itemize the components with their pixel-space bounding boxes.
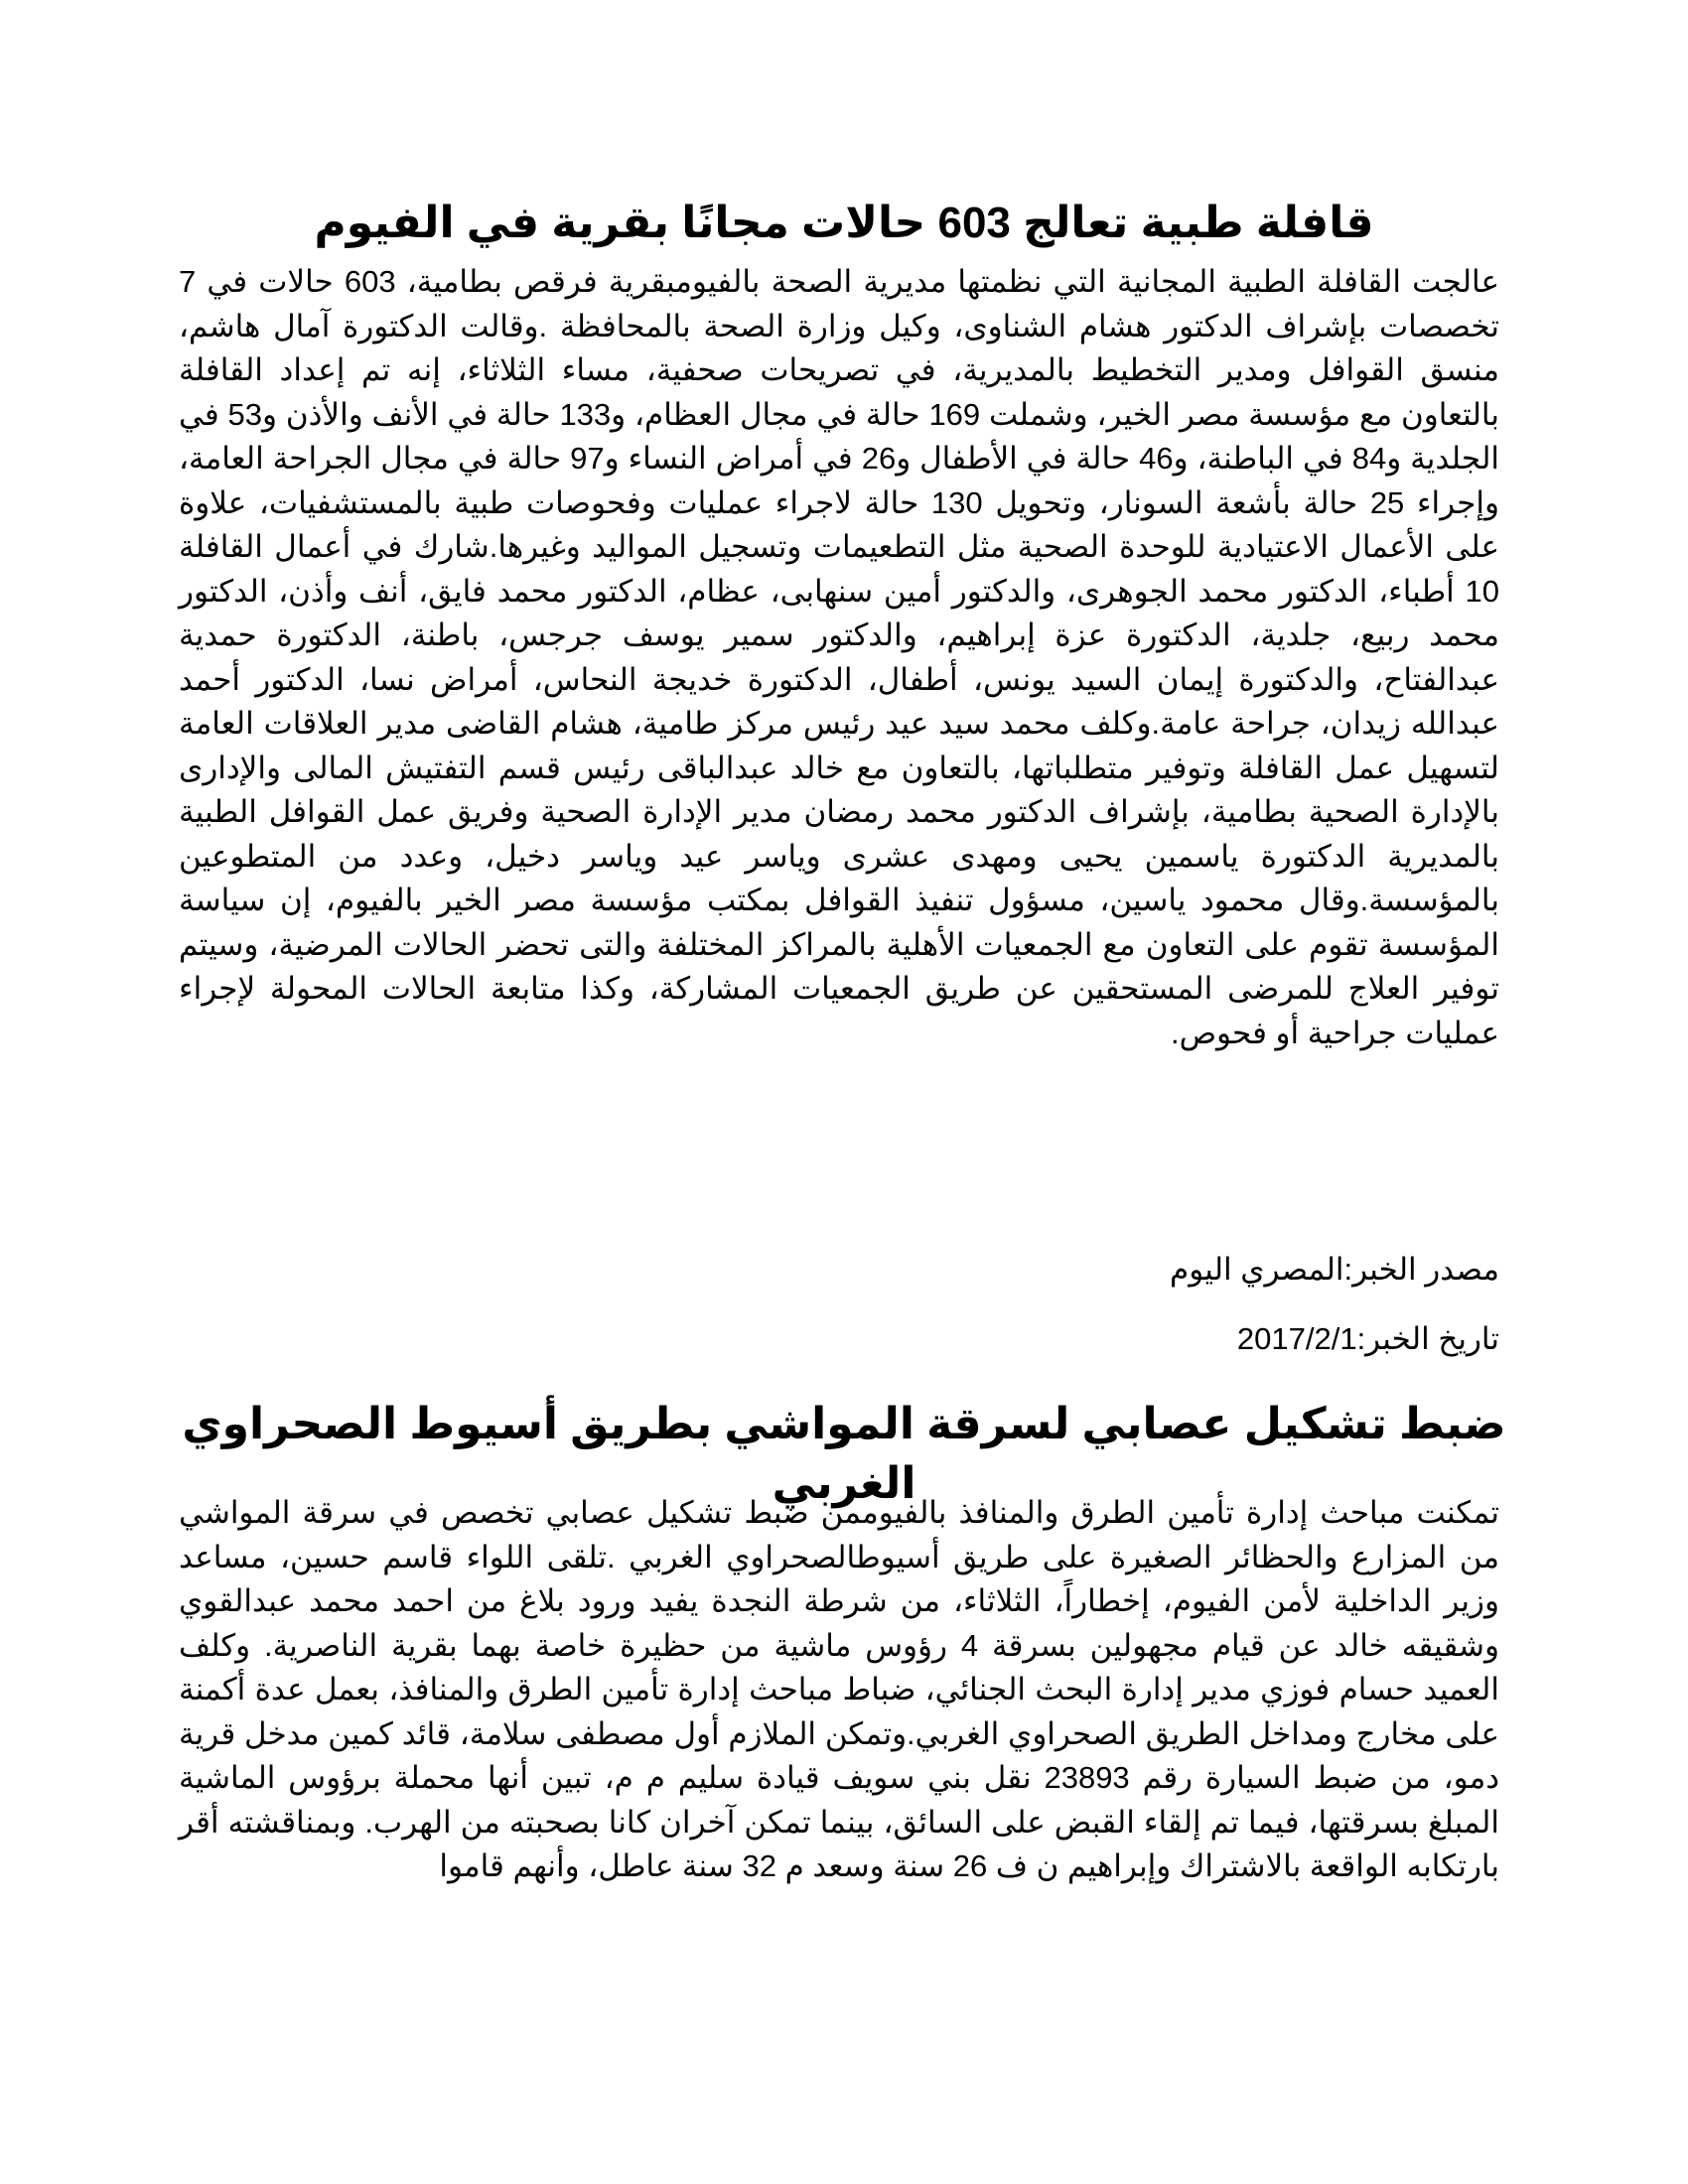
article-1-date: تاريخ الخبر:2017/2/1: [1236, 1321, 1499, 1356]
article-2-body: تمكنت مباحث إدارة تأمين الطرق والمنافذ بالفيوممن ضبط تشكيل عصابي تخصص في سرقة المواشي من المزارع والحظائر الصغيرة على طريق أسيوطالصحراوي الغربي .تلقى اللواء قاسم حسين، مساعد وزير الداخلية لأمن الفيوم، إخطاراً، الثلاثاء، من شرطة النجدة يفيد ورود بلاغ من احمد محمد عبدالقوي وشقيقه خالد عن قيام مجهولين بسرقة 4 رؤوس ماشية من حظيرة خاصة بهما بقرية الناصرية. وكلف العميد حسام فوزي مدير إدارة البحث الجنائي، ضباط مباحث إدارة تأمين الطرق والمنافذ، بعمل عدة أكمنة على مخارج ومداخل الطريق الصحراوي الغربي.وتمكن الملازم أول مصطفى سلامة، قائد كمين مدخل قرية دمو، من ضبط السيارة رقم 23893 نقل بني سويف قيادة سليم م م، تبين أنها محملة برؤوس الماشية المبلغ بسرقتها، فيما تم إلقاء القبض على السائق، بينما تمكن آخران كانا بصحبته من الهرب. وبمناقشته أقر بارتكابه الواقعة بالاشتراك وإبراهيم ن ف 26 سنة وسعد م 32 سنة عاطل، وأنهم قاموا: [179, 1495, 1500, 1883]
article-1-title: قافلة طبية تعالج 603 حالات مجانًا بقرية في الفيوم: [314, 199, 1374, 247]
article-1-body: عالجت القافلة الطبية المجانية التي نظمتها مديرية الصحة بالفيومبقرية فرقص بطامية، 603 حالات في 7 تخصصات بإشراف الدكتور هشام الشناوى، وكيل وزارة الصحة بالمحافظة .وقالت الدكتورة آمال هاشم، منسق القوافل ومدير التخطيط بالمديرية، في تصريحات صحفية، مساء الثلاثاء، إنه تم إعداد القافلة بالتعاون مع مؤسسة مصر الخير، وشملت 169 حالة في مجال العظام، و133 حالة في الأنف والأذن و53 في الجلدية و84 في الباطنة، و46 حالة في الأطفال و26 في أمراض النساء و97 حالة في مجال الجراحة العامة، وإجراء 25 حالة بأشعة السونار، وتحويل 130 حالة لاجراء عمليات وفحوصات طبية بالمستشفيات، علاوة على الأعمال الاعتيادية للوحدة الصحية مثل التطعيمات وتسجيل المواليد وغيرها.شارك في أعمال القافلة 10 أطباء، الدكتور محمد الجوهرى، والدكتور أمين سنهابى، عظام، الدكتور محمد فايق، أنف وأذن، الدكتور محمد ربيع، جلدية، الدكتورة عزة إبراهيم، والدكتور سمير يوسف جرجس، باطنة، الدكتورة حمدية عبدالفتاح، والدكتورة إيمان السيد يونس، أطفال، الدكتورة خديجة النحاس، أمراض نسا، الدكتور أحمد عبدالله زيدان، جراحة عامة.وكلف محمد سيد عيد رئيس مركز طامية، هشام القاضى مدير العلاقات العامة لتسهيل عمل القافلة وتوفير متطلباتها، بالتعاون مع خالد عبدالباقى رئيس قسم التفتيش المالى والإدارى بالإدارة الصحية بطامية، بإشراف الدكتور محمد رمضان مدير الإدارة الصحية وفريق عمل القوافل الطبية بالمديرية الدكتورة ياسمين يحيى ومهدى عشرى وياسر عيد وياسر دخيل، وعدد من المتطوعين بالمؤسسة.وقال محمود ياسين، مسؤول تنفيذ القوافل بمكتب مؤسسة مصر الخير بالفيوم، إن سياسة المؤسسة تقوم على التعاون مع الجمعيات الأهلية بالمراكز المختلفة والتى تحضر الحالات المرضية، وسيتم توفير العلاج للمرضى المستحقين عن طريق الجمعيات المشاركة، وكذا متابعة الحالات المحولة لإجراء عمليات جراحية أو فحوص.: [179, 264, 1500, 1050]
article-1-source: مصدر الخبر:المصري اليوم: [1170, 1252, 1499, 1287]
article-2-title: ضبط تشكيل عصابي لسرقة المواشي بطريق أسيوط الصحراوي الغربي: [182, 1400, 1506, 1508]
